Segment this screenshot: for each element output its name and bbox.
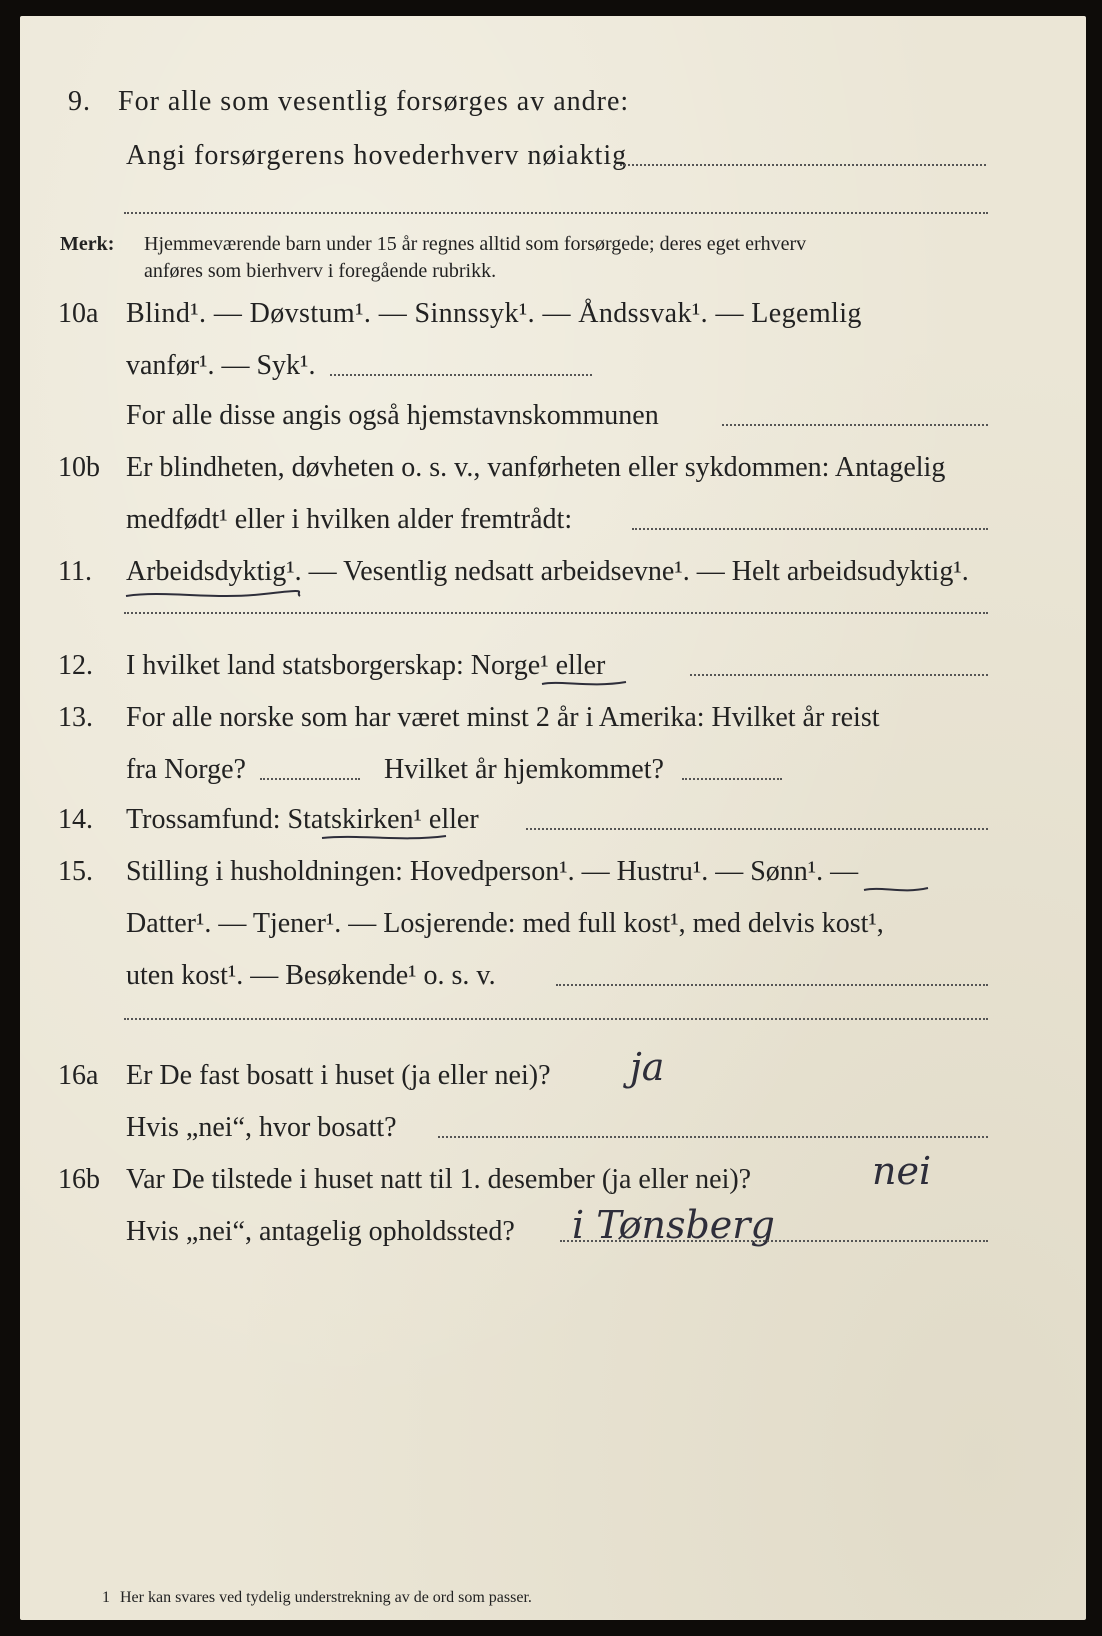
q10b-number: 10b [58, 452, 100, 483]
q9-number: 9. [68, 86, 91, 117]
q16a-line-1: Er De fast bosatt i huset (ja eller nei)? [126, 1060, 551, 1091]
census-form-page [20, 16, 1086, 1620]
q10a-number: 10a [58, 298, 99, 329]
q10b-line-2: medfødt¹ eller i hvilken alder fremtrådt: [126, 504, 573, 535]
footnote-mark: 1 [102, 1589, 110, 1606]
q9-answer-line [620, 164, 986, 166]
q14-line-1: Trossamfund: Statskirken¹ eller [126, 804, 479, 835]
q13-line-1: For alle norske som har været minst 2 år i Amerika: Hvilket år reist [126, 702, 880, 733]
q11-line-1: Arbeidsdyktig¹. — Vesentlig nedsatt arbeidsevne¹. — Helt arbeidsudyktig¹. [126, 556, 969, 587]
q10b-line-1: Er blindheten, døvheten o. s. v., vanførheten eller sykdommen: Antagelig [126, 452, 946, 483]
q14-answer-line [526, 828, 988, 830]
q9-answer-line-2 [124, 212, 988, 214]
merk-label: Merk: [60, 233, 115, 255]
q9-prompt: Angi forsørgerens hovederhverv nøiaktig [126, 140, 628, 171]
q15-answer-line-2 [124, 1018, 988, 1020]
q12-answer-line [690, 674, 988, 676]
merk-text-2: anføres som bierhverv i foregående rubrikk. [144, 260, 497, 282]
q16a-handwritten-answer: ja [630, 1045, 665, 1089]
q13-line-2b: Hvilket år hjemkommet? [384, 754, 664, 785]
q11-number: 11. [58, 556, 92, 587]
q10a-hjemstavn-line [722, 424, 988, 426]
q13-hjemkommet-line [682, 778, 782, 780]
q13-reist-line [260, 778, 360, 780]
q10a-answer-line [330, 374, 592, 376]
q15-number: 15. [58, 856, 93, 887]
footnote-text: Her kan svares ved tydelig understrekning av de ord som passer. [120, 1589, 532, 1606]
q16a-number: 16a [58, 1060, 99, 1091]
q12-line-1: I hvilket land statsborgerskap: Norge¹ eller [126, 650, 606, 681]
q13-line-2a: fra Norge? [126, 754, 246, 785]
q10b-answer-line [632, 528, 988, 530]
q11-answer-line [124, 612, 988, 614]
merk-text-1: Hjemmeværende barn under 15 år regnes alltid som forsørgede; deres eget erhverv [144, 233, 807, 255]
q14-number: 14. [58, 804, 93, 835]
q16b-line-1: Var De tilstede i huset natt til 1. desember (ja eller nei)? [126, 1164, 752, 1195]
q16b-line-2: Hvis „nei“, antagelig opholdssted? [126, 1216, 515, 1247]
q16b-number: 16b [58, 1164, 100, 1195]
q16b-handwritten-answer-1: nei [872, 1149, 932, 1193]
q10a-line-1: Blind¹. — Døvstum¹. — Sinnssyk¹. — Åndssvak¹. — Legemlig [126, 298, 862, 329]
q15-line-2: Datter¹. — Tjener¹. — Losjerende: med full kost¹, med delvis kost¹, [126, 908, 884, 939]
q12-underline-mark [540, 678, 630, 692]
q16b-handwritten-answer-2: i Tønsberg [572, 1203, 775, 1247]
q14-underline-mark [320, 832, 450, 846]
q16a-line-2: Hvis „nei“, hvor bosatt? [126, 1112, 397, 1143]
q10a-line-2: vanfør¹. — Syk¹. [126, 350, 316, 381]
q15-line-3: uten kost¹. — Besøkende¹ o. s. v. [126, 960, 496, 991]
q10a-line-3: For alle disse angis også hjemstavnskommunen [126, 400, 659, 431]
q13-number: 13. [58, 702, 93, 733]
q15-underline-mark [862, 884, 932, 898]
q11-underline-mark [124, 586, 304, 602]
q16a-answer-line [438, 1136, 988, 1138]
q15-line-1: Stilling i husholdningen: Hovedperson¹. — Hustru¹. — Sønn¹. — [126, 856, 859, 887]
q15-answer-line [556, 984, 988, 986]
q9-heading: For alle som vesentlig forsørges av andre: [118, 86, 630, 117]
q16b-answer-line [560, 1240, 988, 1242]
q12-number: 12. [58, 650, 93, 681]
